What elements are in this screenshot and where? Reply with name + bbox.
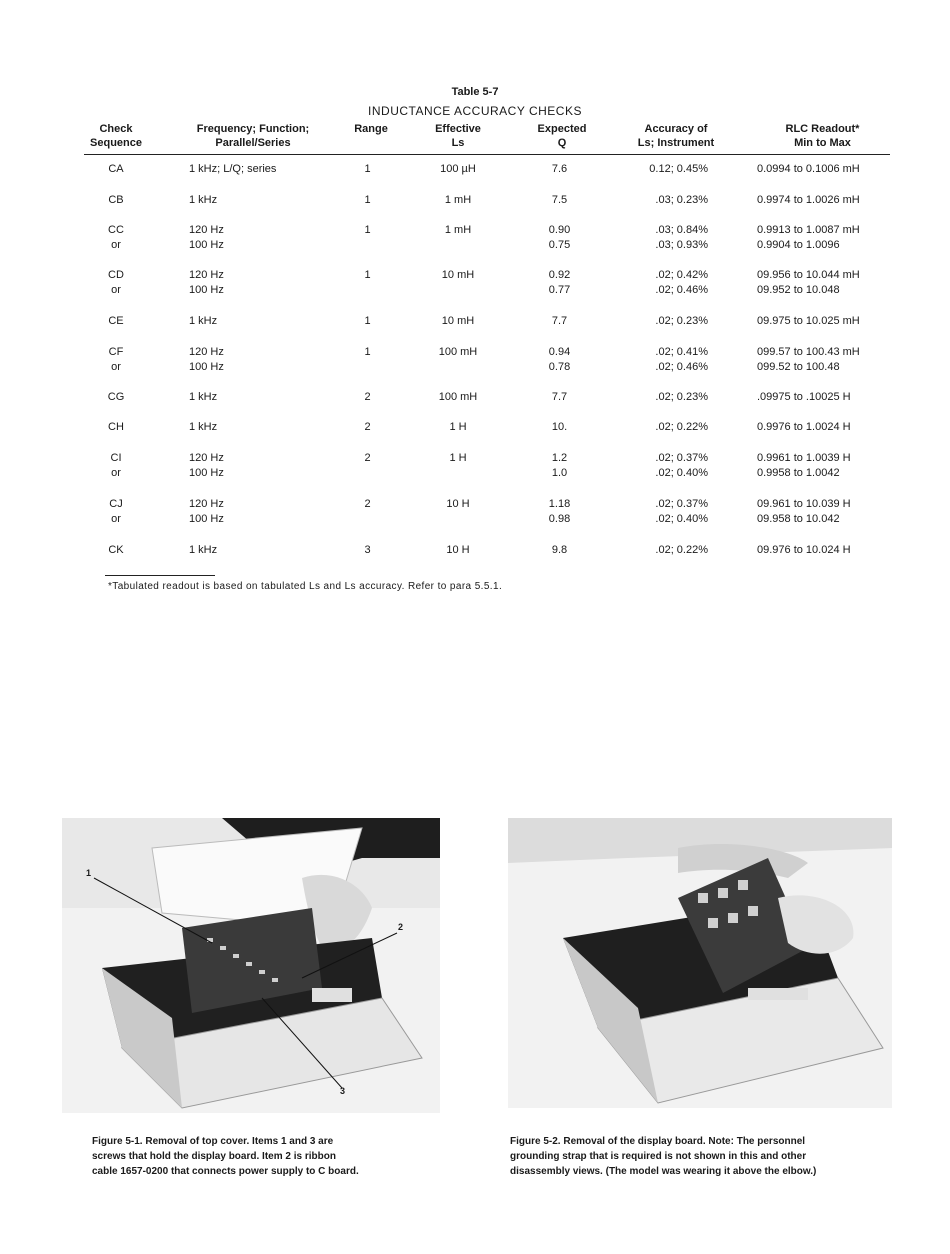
cell-rlc: 0.9974 to 1.0026 mH — [757, 194, 860, 206]
column-header-line: Frequency; Function; — [196, 123, 310, 135]
cell-seq: or — [111, 284, 121, 296]
cell-freq: 120 Hz — [189, 498, 224, 510]
cell-eff: 100 mH — [438, 346, 478, 358]
column-header-line: Check — [99, 123, 133, 135]
cell-range: 1 — [364, 346, 371, 358]
cell-range: 1 — [364, 194, 371, 206]
cell-eff: 1 H — [449, 421, 467, 433]
column-header-q — [512, 122, 612, 150]
cell-seq: or — [111, 513, 121, 525]
cell-seq: or — [111, 361, 121, 373]
cell-seq: CC — [108, 224, 124, 236]
column-header-line: Q — [557, 137, 567, 149]
figure-5-2-photo — [508, 818, 892, 1108]
cell-acc: .02; 0.23% — [655, 391, 708, 403]
cell-freq: 120 Hz — [189, 269, 224, 281]
cell-seq: CI — [110, 452, 122, 464]
cell-q: 1.18 — [548, 498, 571, 510]
cell-freq: 100 Hz — [189, 513, 224, 525]
cell-seq: CH — [108, 421, 124, 433]
callout-3: 3 — [340, 1086, 346, 1096]
cell-freq: 100 Hz — [189, 284, 224, 296]
cell-seq: CB — [108, 194, 124, 206]
column-header-line: Sequence — [90, 137, 142, 149]
cell-q: 7.7 — [551, 391, 568, 403]
table-number: Table 5-7 — [451, 86, 499, 98]
cell-rlc: 09.976 to 10.024 H — [757, 544, 851, 556]
cell-freq: 1 kHz — [189, 544, 218, 556]
table-title: INDUCTANCE ACCURACY CHECKS — [368, 104, 582, 118]
cell-rlc: 09.975 to 10.025 mH — [757, 315, 860, 327]
cell-q: 0.77 — [548, 284, 571, 296]
cell-acc: .02; 0.40% — [655, 467, 708, 479]
cell-q: 9.8 — [551, 544, 568, 556]
cell-acc: .02; 0.42% — [655, 269, 708, 281]
cell-eff: 100 mH — [438, 391, 478, 403]
cell-acc: .03; 0.23% — [655, 194, 708, 206]
cell-rlc: 0.9958 to 1.0042 — [757, 467, 840, 479]
cell-freq: 120 Hz — [189, 224, 224, 236]
cell-eff: 1 H — [449, 452, 467, 464]
cell-rlc: 0.9904 to 1.0096 — [757, 239, 840, 251]
column-header-eff — [408, 122, 508, 150]
cell-rlc: .09975 to .10025 H — [757, 391, 851, 403]
cell-seq: CF — [108, 346, 124, 358]
cell-acc: .02; 0.40% — [655, 513, 708, 525]
caption-line: screws that hold the display board. Item 2 is ribbon — [92, 1151, 336, 1162]
cell-rlc: 09.956 to 10.044 mH — [757, 269, 860, 281]
cell-acc: .02; 0.22% — [655, 421, 708, 433]
cell-acc: .02; 0.23% — [655, 315, 708, 327]
cell-seq: CJ — [109, 498, 123, 510]
cell-acc: .03; 0.84% — [655, 224, 708, 236]
header-rule — [84, 154, 890, 155]
cell-range: 2 — [364, 452, 371, 464]
caption-line: Figure 5-1. Removal of top cover. Items 1 and 3 are — [92, 1136, 334, 1147]
cell-q: 0.98 — [548, 513, 571, 525]
cell-freq: 120 Hz — [189, 452, 224, 464]
cell-acc: .02; 0.22% — [655, 544, 708, 556]
column-header-line: Accuracy of — [644, 123, 708, 135]
cell-seq: or — [111, 239, 121, 251]
cell-eff: 10 mH — [441, 269, 475, 281]
column-header-line: Ls; Instrument — [637, 137, 715, 149]
caption-line: Figure 5-2. Removal of the display board. Note: The personnel — [510, 1136, 806, 1147]
column-header-line: Parallel/Series — [215, 137, 291, 149]
footnote: *Tabulated readout is based on tabulated Ls and Ls accuracy. Refer to para 5.5.1. — [108, 581, 503, 592]
figure-5-2-illustration — [508, 818, 892, 1108]
cell-acc: .02; 0.37% — [655, 452, 708, 464]
cell-q: 0.92 — [548, 269, 571, 281]
cell-rlc: 0.9976 to 1.0024 H — [757, 421, 851, 433]
cell-rlc: 0.9913 to 1.0087 mH — [757, 224, 860, 236]
cell-rlc: 0.0994 to 0.1006 mH — [757, 163, 860, 175]
cell-q: 0.75 — [548, 239, 571, 251]
cell-q: 10. — [551, 421, 568, 433]
cell-rlc: 09.961 to 10.039 H — [757, 498, 851, 510]
cell-q: 7.6 — [551, 163, 568, 175]
column-header-rlc — [750, 122, 895, 150]
cell-acc: .02; 0.46% — [655, 284, 708, 296]
cell-range: 1 — [364, 224, 371, 236]
cell-eff: 10 mH — [441, 315, 475, 327]
cell-seq: CK — [108, 544, 124, 556]
cell-acc: .02; 0.46% — [655, 361, 708, 373]
cell-q: 1.0 — [551, 467, 568, 479]
cell-seq: or — [111, 467, 121, 479]
figure-5-1-illustration — [62, 818, 440, 1113]
figure-5-2-caption — [510, 1134, 816, 1179]
cell-acc: .02; 0.41% — [655, 346, 708, 358]
cell-eff: 100 µH — [440, 163, 476, 175]
cell-freq: 1 kHz; L/Q; series — [189, 163, 277, 175]
figure-5-1-photo — [62, 818, 440, 1113]
cell-q: 7.5 — [551, 194, 568, 206]
caption-line: cable 1657-0200 that connects power supply to C board. — [92, 1166, 359, 1177]
cell-q: 0.90 — [548, 224, 571, 236]
column-header-freq — [178, 122, 328, 150]
cell-eff: 10 H — [446, 498, 470, 510]
cell-range: 1 — [364, 269, 371, 281]
column-header-line: RLC Readout* — [785, 123, 860, 135]
cell-eff: 1 mH — [444, 224, 472, 236]
cell-acc: .02; 0.37% — [655, 498, 708, 510]
cell-range: 3 — [364, 544, 371, 556]
cell-rlc: 09.952 to 10.048 — [757, 284, 840, 296]
cell-range: 1 — [364, 163, 371, 175]
cell-freq: 1 kHz — [189, 315, 218, 327]
cell-rlc: 099.52 to 100.48 — [757, 361, 840, 373]
caption-line: grounding strap that is required is not shown in this and other — [510, 1151, 807, 1162]
cell-range: 2 — [364, 498, 371, 510]
cell-range: 2 — [364, 421, 371, 433]
cell-freq: 120 Hz — [189, 346, 224, 358]
cell-q: 1.2 — [551, 452, 568, 464]
column-header-line: Min to Max — [794, 137, 851, 149]
cell-acc: .03; 0.93% — [655, 239, 708, 251]
footnote-rule — [105, 575, 215, 576]
cell-eff: 1 mH — [444, 194, 472, 206]
cell-q: 7.7 — [551, 315, 568, 327]
caption-line: disassembly views. (The model was wearing it above the elbow.) — [510, 1166, 817, 1177]
column-header-line: Range — [354, 123, 388, 135]
figure-5-1-caption — [92, 1134, 359, 1179]
cell-seq: CD — [108, 269, 124, 281]
column-header-line: Expected — [537, 123, 587, 135]
cell-acc: 0.12; 0.45% — [649, 163, 708, 175]
column-header-acc — [620, 122, 732, 150]
cell-freq: 100 Hz — [189, 467, 224, 479]
cell-range: 1 — [364, 315, 371, 327]
cell-q: 0.94 — [548, 346, 571, 358]
column-header-seq — [84, 122, 148, 150]
callout-1: 1 — [86, 868, 92, 878]
column-header-line: Effective — [435, 123, 481, 135]
cell-eff: 10 H — [446, 544, 470, 556]
column-header-line: Ls — [451, 137, 465, 149]
cell-rlc: 0.9961 to 1.0039 H — [757, 452, 851, 464]
cell-seq: CG — [107, 391, 125, 403]
cell-freq: 100 Hz — [189, 361, 224, 373]
cell-seq: CA — [108, 163, 124, 175]
cell-freq: 1 kHz — [189, 194, 218, 206]
cell-freq: 100 Hz — [189, 239, 224, 251]
cell-seq: CE — [108, 315, 124, 327]
cell-rlc: 099.57 to 100.43 mH — [757, 346, 860, 358]
callout-2: 2 — [398, 922, 404, 932]
cell-rlc: 09.958 to 10.042 — [757, 513, 840, 525]
cell-freq: 1 kHz — [189, 421, 218, 433]
cell-freq: 1 kHz — [189, 391, 218, 403]
column-header-range — [340, 122, 402, 136]
cell-q: 0.78 — [548, 361, 571, 373]
cell-range: 2 — [364, 391, 371, 403]
